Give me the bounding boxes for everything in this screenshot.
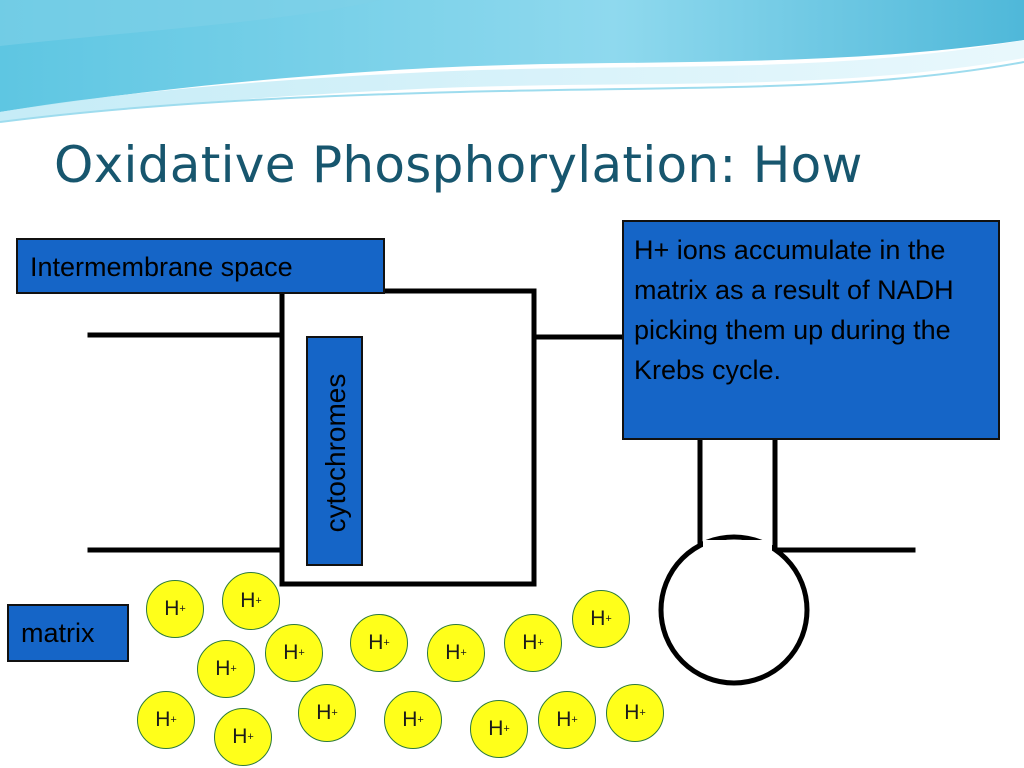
note-text: H+ ions accumulate in the matrix as a result of NADH picking them up during the Krebs cycle. <box>634 235 954 385</box>
hydrogen-ion: H + <box>197 640 255 698</box>
hydrogen-ion: H + <box>350 614 408 672</box>
ion-symbol: H <box>283 641 299 664</box>
hydrogen-ion: H + <box>538 691 596 749</box>
slide-title: Oxidative Phosphorylation: How <box>54 136 863 194</box>
ion-symbol: H <box>368 631 384 654</box>
hydrogen-ion: H + <box>265 624 323 682</box>
hydrogen-ion: H + <box>470 700 528 758</box>
ion-symbol: H <box>624 701 640 724</box>
ion-symbol: H <box>232 725 248 748</box>
ion-symbol: H <box>556 708 572 731</box>
hydrogen-ion: H + <box>222 572 280 630</box>
hydrogen-ion: H + <box>504 614 562 672</box>
ion-symbol: H <box>445 641 461 664</box>
hydrogen-ion: H + <box>146 580 204 638</box>
matrix-label <box>7 604 129 662</box>
hydrogen-ion: H + <box>427 624 485 682</box>
ion-symbol: H <box>155 708 171 731</box>
ion-symbol: H <box>522 631 538 654</box>
hydrogen-ion: H + <box>606 684 664 742</box>
ion-symbol: H <box>316 701 332 724</box>
hydrogen-ion: H + <box>572 590 630 648</box>
ion-symbol: H <box>402 708 418 731</box>
intermembrane-space-text: Intermembrane space <box>30 252 293 282</box>
intermembrane-space-label <box>16 238 385 294</box>
hydrogen-ion: H + <box>137 691 195 749</box>
note-callout <box>622 220 1000 440</box>
ion-symbol: H <box>215 657 231 680</box>
matrix-text: matrix <box>21 618 95 648</box>
hydrogen-ion: H + <box>298 684 356 742</box>
hydrogen-ion: H + <box>214 708 272 766</box>
hydrogen-ion: H + <box>384 691 442 749</box>
ion-symbol: H <box>488 717 504 740</box>
cytochromes-label <box>306 336 363 566</box>
cytochromes-text: cytochromes <box>320 373 351 533</box>
ion-symbol: H <box>164 597 180 620</box>
ion-symbol: H <box>590 607 606 630</box>
ion-symbol: H <box>240 589 256 612</box>
